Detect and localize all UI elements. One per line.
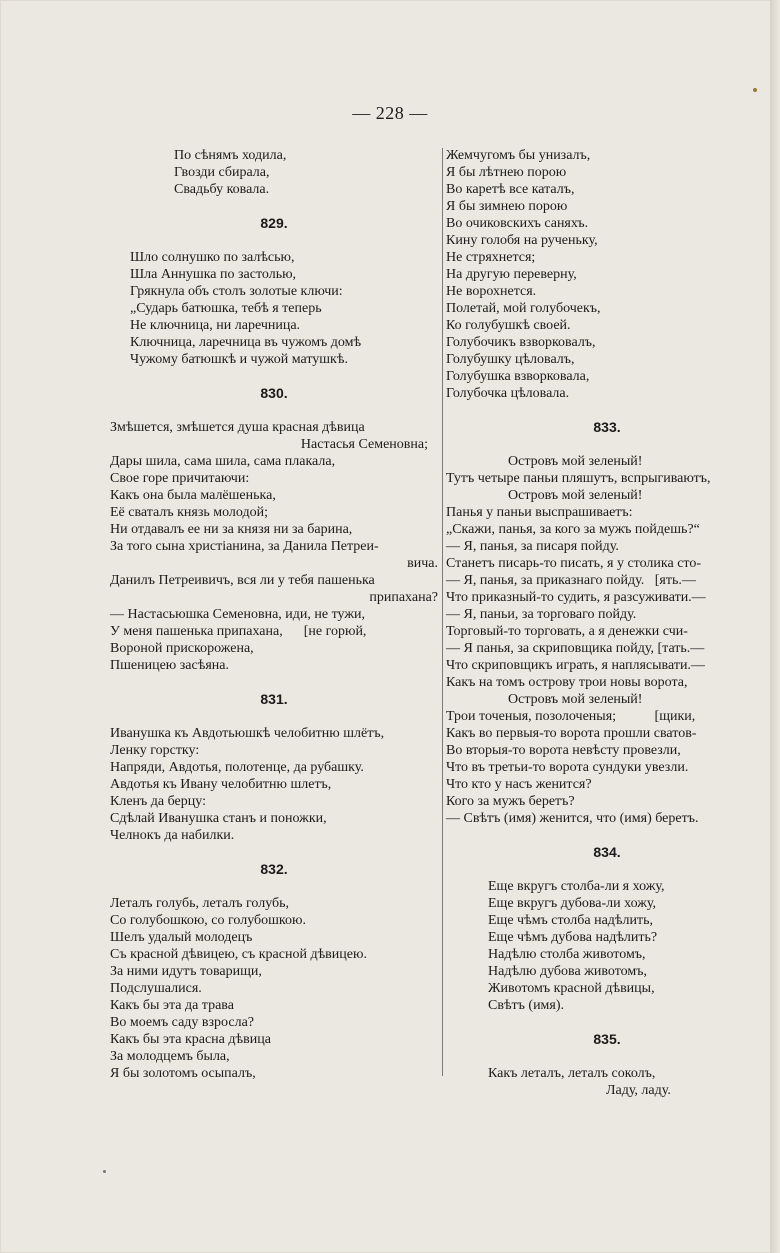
poem-830: [110, 419, 438, 674]
verse-line: Подслушалися.: [110, 981, 202, 996]
verse-line: Полетай, мой голубочекъ,: [446, 301, 601, 316]
poem-number-830: 830.: [260, 385, 288, 401]
verse-line: Еще чѣмъ дубова надѣлить?: [488, 930, 658, 945]
poem-number-829: 829.: [260, 215, 288, 231]
verse-line: Что въ третьи-то ворота сундуки увезли.: [446, 760, 689, 775]
poem-833: [446, 453, 768, 827]
right-column: [446, 147, 768, 1099]
verse-line: Шла Аннушка по застолью,: [130, 267, 297, 282]
verse-line: Шло солнушко по залѣсью,: [130, 250, 295, 265]
left-column: [110, 147, 438, 1082]
verse-line: За ними идутъ товарищи,: [110, 964, 262, 979]
verse-line: Я бы золотомъ осыпалъ,: [110, 1066, 256, 1081]
verse-line: Панья у паньи выспрашиваетъ:: [446, 505, 633, 520]
poem-number-833: 833.: [593, 419, 621, 435]
page-number: — 228 —: [352, 103, 428, 123]
verse-line: Что приказный-то судить, я разсуживати.—: [446, 590, 706, 605]
verse-line: Шелъ удалый молодецъ: [110, 930, 253, 945]
verse-line: Дары шила, сама шила, сама плакала,: [110, 454, 336, 469]
verse-line: Еще вкругъ столба-ли я хожу,: [488, 879, 665, 894]
verse-line: Голубочикъ взворковалъ,: [446, 335, 596, 350]
verse-line: Что скрипoвщикъ играть, я наплясывати.—: [446, 658, 705, 673]
verse-line: Надѣлю столба животомъ,: [488, 947, 646, 962]
poem-number-834: 834.: [593, 844, 621, 860]
verse-line: Ключница, ларечница въ чужомъ домѣ: [130, 335, 362, 350]
verse-line: Змѣшется, змѣшется душа красная дѣвица: [110, 420, 365, 435]
verse-line: У меня пашенька припахана, [не горюй,: [110, 624, 367, 639]
verse-line: Голубушку цѣловалъ,: [446, 352, 575, 367]
verse-line: — Я панья, за скрипoвщика пойду, [тать.—: [446, 641, 705, 656]
poem-fragment-top: [110, 147, 438, 198]
verse-line: Настасья Семеновна;: [300, 437, 428, 452]
verse-line: Не ключница, ни ларечница.: [130, 318, 301, 333]
speck: [753, 88, 757, 92]
poem-832: [110, 895, 438, 1082]
poem-829: [110, 249, 438, 368]
verse-line: Во моемъ саду взросла?: [110, 1015, 255, 1030]
verse-line: „Скажи, панья, за кого за мужъ пойдешь?“: [446, 522, 700, 537]
verse-line: Животомъ красной дѣвицы,: [488, 981, 655, 996]
verse-line: Островъ мой зеленый!: [508, 454, 643, 469]
verse-line: Голубушка взворковала,: [446, 369, 590, 384]
verse-line: Кину голобя на рученьку,: [446, 233, 598, 248]
poem-832-continued: [446, 147, 768, 402]
verse-line: Иванушка къ Авдотьюшкѣ челобитню шлётъ,: [110, 726, 385, 741]
poem-number-831: 831.: [260, 691, 288, 707]
verse-line: Еще вкругъ дубова-ли хожу,: [488, 896, 656, 911]
verse-line: Я бы зимнею порою: [446, 199, 568, 214]
verse-line: — Я, паньи, за торговаго пойду.: [446, 607, 637, 622]
verse-line: Её сваталъ князь молодой;: [110, 505, 269, 520]
verse-line: Свое горе причитаючи:: [110, 471, 250, 486]
verse-line: „Сударь батюшка, тебѣ я теперь: [130, 301, 322, 316]
verse-line: Трои точеныя, позолоченыя; [щики,: [446, 709, 696, 724]
verse-line: Съ красной дѣвицею, съ красной дѣвицею.: [110, 947, 367, 962]
verse-line: Чужому батюшкѣ и чужой матушкѣ.: [130, 352, 348, 367]
verse-line: Что кто у насъ женится?: [446, 777, 592, 792]
verse-line: Не ворохнется.: [446, 284, 537, 299]
verse-line: Островъ мой зеленый!: [508, 488, 643, 503]
verse-line: Надѣлю дубова животомъ,: [488, 964, 647, 979]
verse-line: Какъ бы эта да трава: [110, 998, 234, 1013]
verse-line: Данилъ Петреивичъ, вся ли у тебя пашенька: [110, 573, 375, 588]
verse-line: За молодцемъ была,: [110, 1049, 230, 1064]
poem-835: [446, 1065, 768, 1099]
page-edge-shadow: [770, 0, 780, 1253]
verse-line: Напряди, Авдотья, полотенце, да рубашку.: [110, 760, 364, 775]
verse-line: За того сына христіанина, за Данила Петреи-: [110, 539, 379, 554]
verse-line: По сѣнямъ ходила,: [174, 148, 287, 163]
verse-line: Ленку горстку:: [110, 743, 200, 758]
verse-line: Во очиковскихъ саняхъ.: [446, 216, 589, 231]
verse-line: Пшеницею засѣяна.: [110, 658, 229, 673]
poem-834: [446, 878, 768, 1014]
verse-line: Гвозди сбирала,: [174, 165, 270, 180]
poem-number-832: 832.: [260, 861, 288, 877]
verse-line: Ладу, ладу.: [606, 1083, 671, 1098]
verse-line: Свѣтъ (имя).: [488, 998, 565, 1013]
verse-line: Грякнула объ столъ золотые ключи:: [130, 284, 343, 299]
verse-line: Ни отдавалъ ее ни за князя ни за барина,: [110, 522, 353, 537]
verse-line: Не стряхнется;: [446, 250, 536, 265]
verse-line: — Я, панья, за писаря пойду.: [446, 539, 619, 554]
verse-line: Еще чѣмъ столба надѣлить,: [488, 913, 653, 928]
verse-line: Сдѣлай Иванушка станъ и поножки,: [110, 811, 327, 826]
verse-line: вича.: [407, 556, 438, 571]
verse-line: Жемчугомъ бы унизалъ,: [446, 148, 591, 163]
verse-line: Какъ бы эта красна дѣвица: [110, 1032, 271, 1047]
verse-line: Свадьбу ковала.: [174, 182, 270, 197]
poem-831: [110, 725, 438, 844]
verse-line: Вороной прискороженa,: [110, 641, 254, 656]
verse-line: Челнокъ да набилки.: [110, 828, 235, 843]
verse-line: Я бы лѣтнею порою: [446, 165, 567, 180]
verse-line: Кленъ да берцу:: [110, 794, 206, 809]
verse-line: Во каретѣ все каталъ,: [446, 182, 575, 197]
verse-line: Голубочка цѣловала.: [446, 386, 570, 401]
verse-line: Какъ леталъ, леталъ соколъ,: [488, 1066, 656, 1081]
verse-line: Островъ мой зеленый!: [508, 692, 643, 707]
verse-line: Кого за мужъ беретъ?: [446, 794, 575, 809]
verse-line: припахана?: [369, 590, 438, 605]
verse-line: Торговый-то торговать, а я денежки счи-: [446, 624, 688, 639]
verse-line: — Я, панья, за приказнаго пойду. [ять.—: [446, 573, 696, 588]
verse-line: Станетъ писарь-то писать, я у столика сто-: [446, 556, 702, 571]
verse-line: На другую переверну,: [446, 267, 577, 282]
verse-line: Со голубошкою, со голубошкою.: [110, 913, 306, 928]
verse-line: Какъ во первыя-то ворота прошли сватов-: [446, 726, 697, 741]
verse-line: Ко голубушкѣ своей.: [446, 318, 571, 333]
verse-line: — Настасьюшка Семеновна, иди, не тужи,: [110, 607, 366, 622]
verse-line: Во вторыя-то ворота невѣсту провезли,: [446, 743, 681, 758]
verse-line: Какъ на томъ острову трои новы ворота,: [446, 675, 688, 690]
verse-line: Какъ она была малёшенька,: [110, 488, 276, 503]
verse-line: Авдотья къ Ивану челобитню шлетъ,: [110, 777, 332, 792]
verse-line: Тутъ четыре паньи пляшутъ, вспрыгиваютъ,: [446, 471, 711, 486]
speck: [103, 1170, 106, 1173]
verse-line: Леталъ голубь, леталъ голубь,: [110, 896, 290, 911]
verse-line: — Свѣтъ (имя) женится, что (имя) беретъ.: [446, 811, 699, 826]
column-divider: [442, 148, 443, 1076]
poem-number-835: 835.: [593, 1031, 621, 1047]
